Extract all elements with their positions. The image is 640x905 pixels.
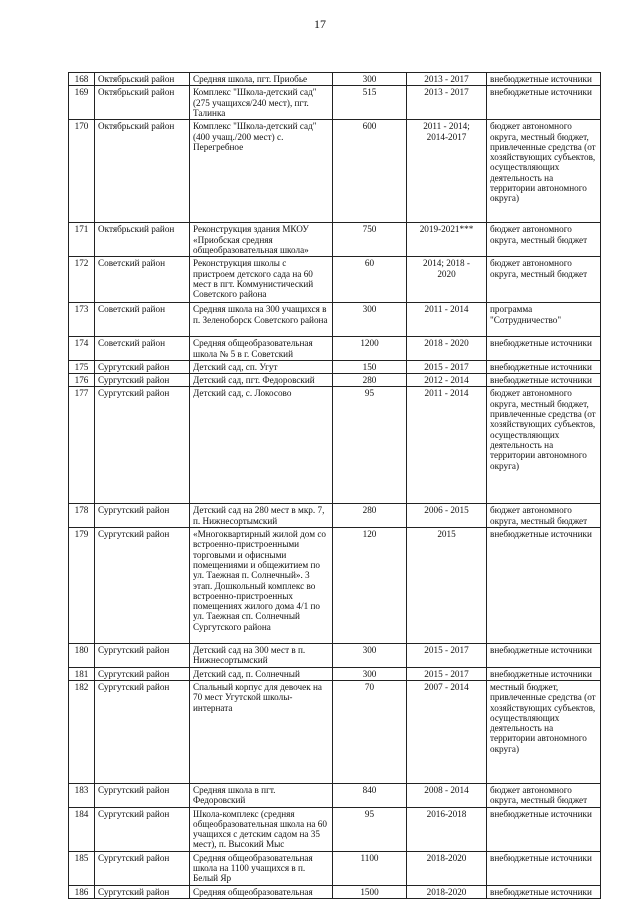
row-number-text: 175: [74, 361, 89, 372]
capacity-value: [333, 667, 407, 680]
object-name: [190, 337, 333, 361]
district-name: [95, 73, 190, 86]
row-number: [69, 360, 95, 373]
district-name: [95, 120, 190, 223]
implementation-years: [407, 644, 487, 668]
table-row: [69, 644, 601, 668]
capacity-value-text: 600: [362, 121, 377, 132]
funding-source: [487, 73, 601, 86]
district-name-text: Октябрьский район: [98, 121, 175, 132]
table-row: [69, 387, 601, 504]
capacity-value-text: 1500: [360, 886, 379, 897]
object-name: [190, 667, 333, 680]
funding-source: [487, 374, 601, 387]
implementation-years-text: 2006 - 2015: [424, 505, 469, 516]
district-name-text: Сургутский район: [98, 529, 170, 540]
implementation-years: [407, 303, 487, 337]
object-name: [190, 528, 333, 644]
district-name: [95, 528, 190, 644]
district-name: [95, 783, 190, 807]
row-number-text: 171: [74, 224, 89, 235]
funding-source-text: внебюджетные источники: [490, 852, 592, 863]
row-number-text: 178: [74, 505, 89, 516]
row-number: [69, 644, 95, 668]
funding-source: [487, 667, 601, 680]
implementation-years-text: 2011 - 2014: [424, 388, 469, 399]
capacity-value: [333, 783, 407, 807]
funding-source-text: внебюджетные источники: [490, 74, 592, 84]
row-number-text: 186: [74, 886, 89, 897]
district-name: [95, 257, 190, 303]
capacity-value: [333, 504, 407, 528]
object-name: [190, 807, 333, 851]
capacity-value: [333, 73, 407, 86]
row-number-text: 181: [74, 668, 89, 679]
funding-source-text: программа "Сотрудничество": [490, 304, 562, 325]
object-name-text: Средняя школа в пгт. Федоровский: [193, 784, 276, 806]
implementation-years: [407, 337, 487, 361]
table-row: [69, 303, 601, 337]
table-row: [69, 528, 601, 644]
capacity-value: [333, 807, 407, 851]
district-name-text: Сургутский район: [98, 852, 170, 863]
capacity-value-text: 95: [364, 388, 375, 399]
implementation-years: [407, 360, 487, 373]
implementation-years: [407, 783, 487, 807]
row-number: [69, 120, 95, 223]
object-name-text: Средняя общеобразовательная школа № 5 в г. Советский: [193, 338, 313, 359]
implementation-years: [407, 374, 487, 387]
implementation-years: [407, 223, 487, 257]
district-name-text: Советский район: [98, 304, 165, 315]
row-number-text: 170: [74, 121, 89, 132]
funding-source: [487, 807, 601, 851]
capacity-value-text: 750: [362, 224, 377, 235]
object-name-text: Детский сад на 300 мест в п. Нижнесортымский: [193, 645, 306, 666]
district-name: [95, 644, 190, 668]
district-name-text: Сургутский район: [98, 505, 170, 516]
object-name-text: Детский сад, п. Солнечный: [193, 668, 300, 679]
district-name: [95, 387, 190, 504]
object-name-text: Реконструкция школы с пристроем детского сада на 60 мест в пгт. Коммунистический Советского района: [193, 258, 314, 300]
capacity-value-text: 280: [362, 375, 377, 386]
row-number: [69, 807, 95, 851]
district-name-text: Сургутский район: [98, 645, 170, 656]
funding-source-text: бюджет автономного округа, местный бюджет: [490, 224, 588, 245]
object-name-text: Средняя школа, пгт. Приобье: [193, 74, 308, 84]
capacity-value-text: 280: [362, 505, 377, 516]
funding-source-text: внебюджетные источники: [490, 361, 592, 372]
implementation-years-text: 2013 - 2017: [424, 87, 469, 98]
funding-source: [487, 885, 601, 898]
object-name: [190, 257, 333, 303]
table-row: [69, 73, 601, 86]
row-number-text: 183: [74, 784, 89, 795]
row-number: [69, 885, 95, 898]
funding-source-text: внебюджетные источники: [490, 668, 592, 679]
capacity-value-text: 300: [362, 304, 377, 315]
object-name-text: Средняя общеобразовательная: [193, 886, 313, 897]
implementation-years: [407, 73, 487, 86]
object-name: [190, 360, 333, 373]
implementation-years-text: 2008 - 2014: [424, 784, 469, 795]
capacity-value: [333, 257, 407, 303]
row-number: [69, 303, 95, 337]
row-number: [69, 504, 95, 528]
object-name: [190, 120, 333, 223]
funding-source-text: бюджет автономного округа, местный бюджет, привлеченные средства (от хозяйствующих субъектов, осуществляющих деятельность на территории автономного округа): [490, 388, 596, 471]
table-row: [69, 885, 601, 898]
district-name-text: Советский район: [98, 258, 165, 269]
object-name-text: Детский сад, сп. Угут: [193, 361, 278, 372]
row-number: [69, 387, 95, 504]
district-name-text: Октябрьский район: [98, 87, 175, 98]
row-number: [69, 73, 95, 86]
row-number: [69, 667, 95, 680]
row-number-text: 176: [74, 375, 89, 386]
row-number: [69, 337, 95, 361]
capacity-value: [333, 86, 407, 120]
table-body: [69, 73, 601, 899]
implementation-years-text: 2018-2020: [426, 852, 467, 863]
object-name-text: Комплекс "Школа-детский сад" (275 учащихся/240 мест), пгт. Талинка: [193, 87, 317, 118]
row-number-text: 177: [74, 388, 89, 399]
funding-source-text: бюджет автономного округа, местный бюджет, привлеченные средства (от хозяйствующих субъектов, осуществляющих деятельность на территории автономного округа): [490, 121, 596, 204]
row-number-text: 174: [74, 338, 89, 349]
funding-source-text: местный бюджет, привлеченные средства (от хозяйствующих субъектов, осуществляющих деятельность на территории автономного округа): [490, 681, 596, 754]
table-row: [69, 374, 601, 387]
implementation-years-text: 2007 - 2014: [424, 681, 469, 692]
table-row: [69, 223, 601, 257]
district-name-text: Сургутский район: [98, 668, 170, 679]
page-number: 17: [314, 17, 326, 31]
implementation-years-text: 2012 - 2014: [424, 375, 469, 386]
table-row: [69, 257, 601, 303]
capacity-value-text: 840: [362, 784, 377, 795]
funding-source-text: бюджет автономного округа, местный бюджет: [490, 505, 588, 526]
row-number-text: 185: [74, 852, 89, 863]
row-number-text: 172: [74, 258, 89, 269]
district-name: [95, 337, 190, 361]
object-name: [190, 680, 333, 783]
capacity-value: [333, 337, 407, 361]
funding-source: [487, 223, 601, 257]
funding-source: [487, 257, 601, 303]
capacity-value: [333, 387, 407, 504]
object-name: [190, 374, 333, 387]
row-number-text: 179: [74, 529, 89, 540]
capacity-value: [333, 120, 407, 223]
district-name: [95, 374, 190, 387]
district-name-text: Сургутский район: [98, 375, 170, 386]
construction-objects-table: [68, 72, 601, 899]
capacity-value: [333, 223, 407, 257]
table-row: [69, 120, 601, 223]
capacity-value: [333, 680, 407, 783]
funding-source-text: внебюджетные источники: [490, 645, 592, 656]
funding-source: [487, 528, 601, 644]
table-row: [69, 504, 601, 528]
implementation-years: [407, 120, 487, 223]
table-row: [69, 360, 601, 373]
object-name: [190, 303, 333, 337]
funding-source-text: внебюджетные источники: [490, 529, 592, 540]
implementation-years-text: 2015 - 2017: [424, 645, 469, 656]
district-name: [95, 86, 190, 120]
row-number-text: 173: [74, 304, 89, 315]
capacity-value: [333, 303, 407, 337]
table-row: [69, 667, 601, 680]
row-number: [69, 257, 95, 303]
district-name-text: Сургутский район: [98, 784, 170, 795]
capacity-value-text: 70: [364, 681, 375, 692]
implementation-years-text: 2014; 2018 - 2020: [423, 258, 470, 279]
capacity-value-text: 1200: [360, 338, 379, 349]
funding-source-text: внебюджетные источники: [490, 338, 592, 349]
implementation-years-text: 2015: [437, 529, 456, 540]
district-name: [95, 680, 190, 783]
capacity-value: [333, 374, 407, 387]
table-row: [69, 86, 601, 120]
funding-source-text: внебюджетные источники: [490, 375, 592, 386]
object-name-text: Детский сад, пгт. Федоровский: [193, 375, 315, 386]
capacity-value: [333, 528, 407, 644]
row-number-text: 168: [74, 74, 89, 84]
capacity-value-text: 300: [362, 74, 377, 84]
capacity-value-text: 1100: [360, 852, 379, 863]
implementation-years-text: 2015 - 2017: [424, 668, 469, 679]
capacity-value-text: 300: [362, 645, 377, 656]
funding-source: [487, 360, 601, 373]
district-name: [95, 885, 190, 898]
funding-source-text: внебюджетные источники: [490, 808, 592, 819]
object-name: [190, 387, 333, 504]
row-number: [69, 680, 95, 783]
object-name: [190, 885, 333, 898]
implementation-years-text: 2015 - 2017: [424, 361, 469, 372]
capacity-value: [333, 644, 407, 668]
implementation-years: [407, 807, 487, 851]
implementation-years: [407, 504, 487, 528]
funding-source: [487, 387, 601, 504]
capacity-value: [333, 851, 407, 885]
funding-source: [487, 337, 601, 361]
district-name: [95, 807, 190, 851]
implementation-years: [407, 680, 487, 783]
object-name-text: Детский сад на 280 мест в мкр. 7, п. Нижнесортымский: [193, 505, 325, 526]
object-name-text: Комплекс "Школа-детский сад" (400 учащ./200 мест) с. Перегребное: [193, 121, 317, 152]
table-row: [69, 783, 601, 807]
row-number: [69, 783, 95, 807]
row-number: [69, 223, 95, 257]
capacity-value: [333, 360, 407, 373]
implementation-years-text: 2011 - 2014; 2014-2017: [423, 121, 470, 142]
object-name: [190, 73, 333, 86]
table-row: [69, 851, 601, 885]
implementation-years: [407, 667, 487, 680]
implementation-years-text: 2016-2018: [426, 808, 467, 819]
capacity-value-text: 515: [362, 87, 377, 98]
district-name-text: Октябрьский район: [98, 224, 175, 235]
district-name: [95, 667, 190, 680]
object-name-text: Средняя школа на 300 учащихся в п. Зеленоборск Советского района: [193, 304, 328, 325]
district-name-text: Сургутский район: [98, 808, 170, 819]
district-name: [95, 851, 190, 885]
object-name: [190, 504, 333, 528]
funding-source: [487, 120, 601, 223]
object-name: [190, 851, 333, 885]
implementation-years-text: 2018-2020: [426, 886, 467, 897]
capacity-value-text: 95: [364, 808, 375, 819]
funding-source-text: бюджет автономного округа, местный бюджет: [490, 784, 588, 806]
row-number: [69, 374, 95, 387]
funding-source-text: внебюджетные источники: [490, 886, 592, 897]
district-name-text: Сургутский район: [98, 886, 170, 897]
capacity-value-text: 300: [362, 668, 377, 679]
capacity-value: [333, 885, 407, 898]
table-row: [69, 337, 601, 361]
district-name: [95, 223, 190, 257]
implementation-years-text: 2011 - 2014: [424, 304, 469, 315]
row-number: [69, 851, 95, 885]
funding-source: [487, 504, 601, 528]
funding-source: [487, 644, 601, 668]
district-name-text: Сургутский район: [98, 681, 170, 692]
implementation-years: [407, 387, 487, 504]
district-name-text: Советский район: [98, 338, 165, 349]
row-number-text: 180: [74, 645, 89, 656]
table-row: [69, 680, 601, 783]
implementation-years-text: 2019-2021***: [419, 224, 474, 235]
implementation-years: [407, 86, 487, 120]
implementation-years-text: 2018 - 2020: [424, 338, 469, 349]
funding-source: [487, 851, 601, 885]
implementation-years: [407, 851, 487, 885]
object-name: [190, 644, 333, 668]
implementation-years: [407, 528, 487, 644]
row-number-text: 182: [74, 681, 89, 692]
row-number: [69, 86, 95, 120]
table-row: [69, 807, 601, 851]
object-name: [190, 86, 333, 120]
row-number: [69, 528, 95, 644]
object-name-text: «Многоквартирный жилой дом со встроенно-пристроенными торговыми и офисными помещениями и общежитием по ул. Таежная п. Солнечный». 3 этап. Дошкольный комплекс во встроенно-пристроенных помещениях жилого дома 4/1 по ул. Таежная сп. Солнечный Сургутского района: [193, 529, 326, 632]
capacity-value-text: 120: [362, 529, 377, 540]
funding-source: [487, 783, 601, 807]
capacity-value-text: 150: [362, 361, 377, 372]
object-name-text: Средняя общеобразовательная школа на 1100 учащихся в п. Белый Яр: [193, 852, 313, 884]
object-name-text: Спальный корпус для девочек на 70 мест Угутской школы-интерната: [193, 681, 322, 713]
implementation-years: [407, 257, 487, 303]
row-number-text: 184: [74, 808, 89, 819]
district-name-text: Сургутский район: [98, 361, 170, 372]
object-name-text: Школа-комплекс (средняя общеобразовательная школа на 60 учащихся с детским садом на 35 мест), п. Высокий Мыс: [193, 808, 327, 850]
implementation-years: [407, 885, 487, 898]
implementation-years-text: 2013 - 2017: [424, 74, 469, 84]
funding-source-text: бюджет автономного округа, местный бюджет: [490, 258, 588, 279]
object-name-text: Реконструкция здания МКОУ «Приобская средняя общеобразовательная школа»: [193, 224, 309, 255]
object-name: [190, 783, 333, 807]
funding-source: [487, 86, 601, 120]
row-number-text: 169: [74, 87, 89, 98]
district-name: [95, 360, 190, 373]
district-name-text: Октябрьский район: [98, 74, 175, 84]
district-name: [95, 303, 190, 337]
object-name: [190, 223, 333, 257]
district-name: [95, 504, 190, 528]
funding-source: [487, 680, 601, 783]
funding-source: [487, 303, 601, 337]
object-name-text: Детский сад, с. Локосово: [193, 388, 292, 399]
capacity-value-text: 60: [364, 258, 375, 269]
district-name-text: Сургутский район: [98, 388, 170, 399]
funding-source-text: внебюджетные источники: [490, 87, 592, 98]
